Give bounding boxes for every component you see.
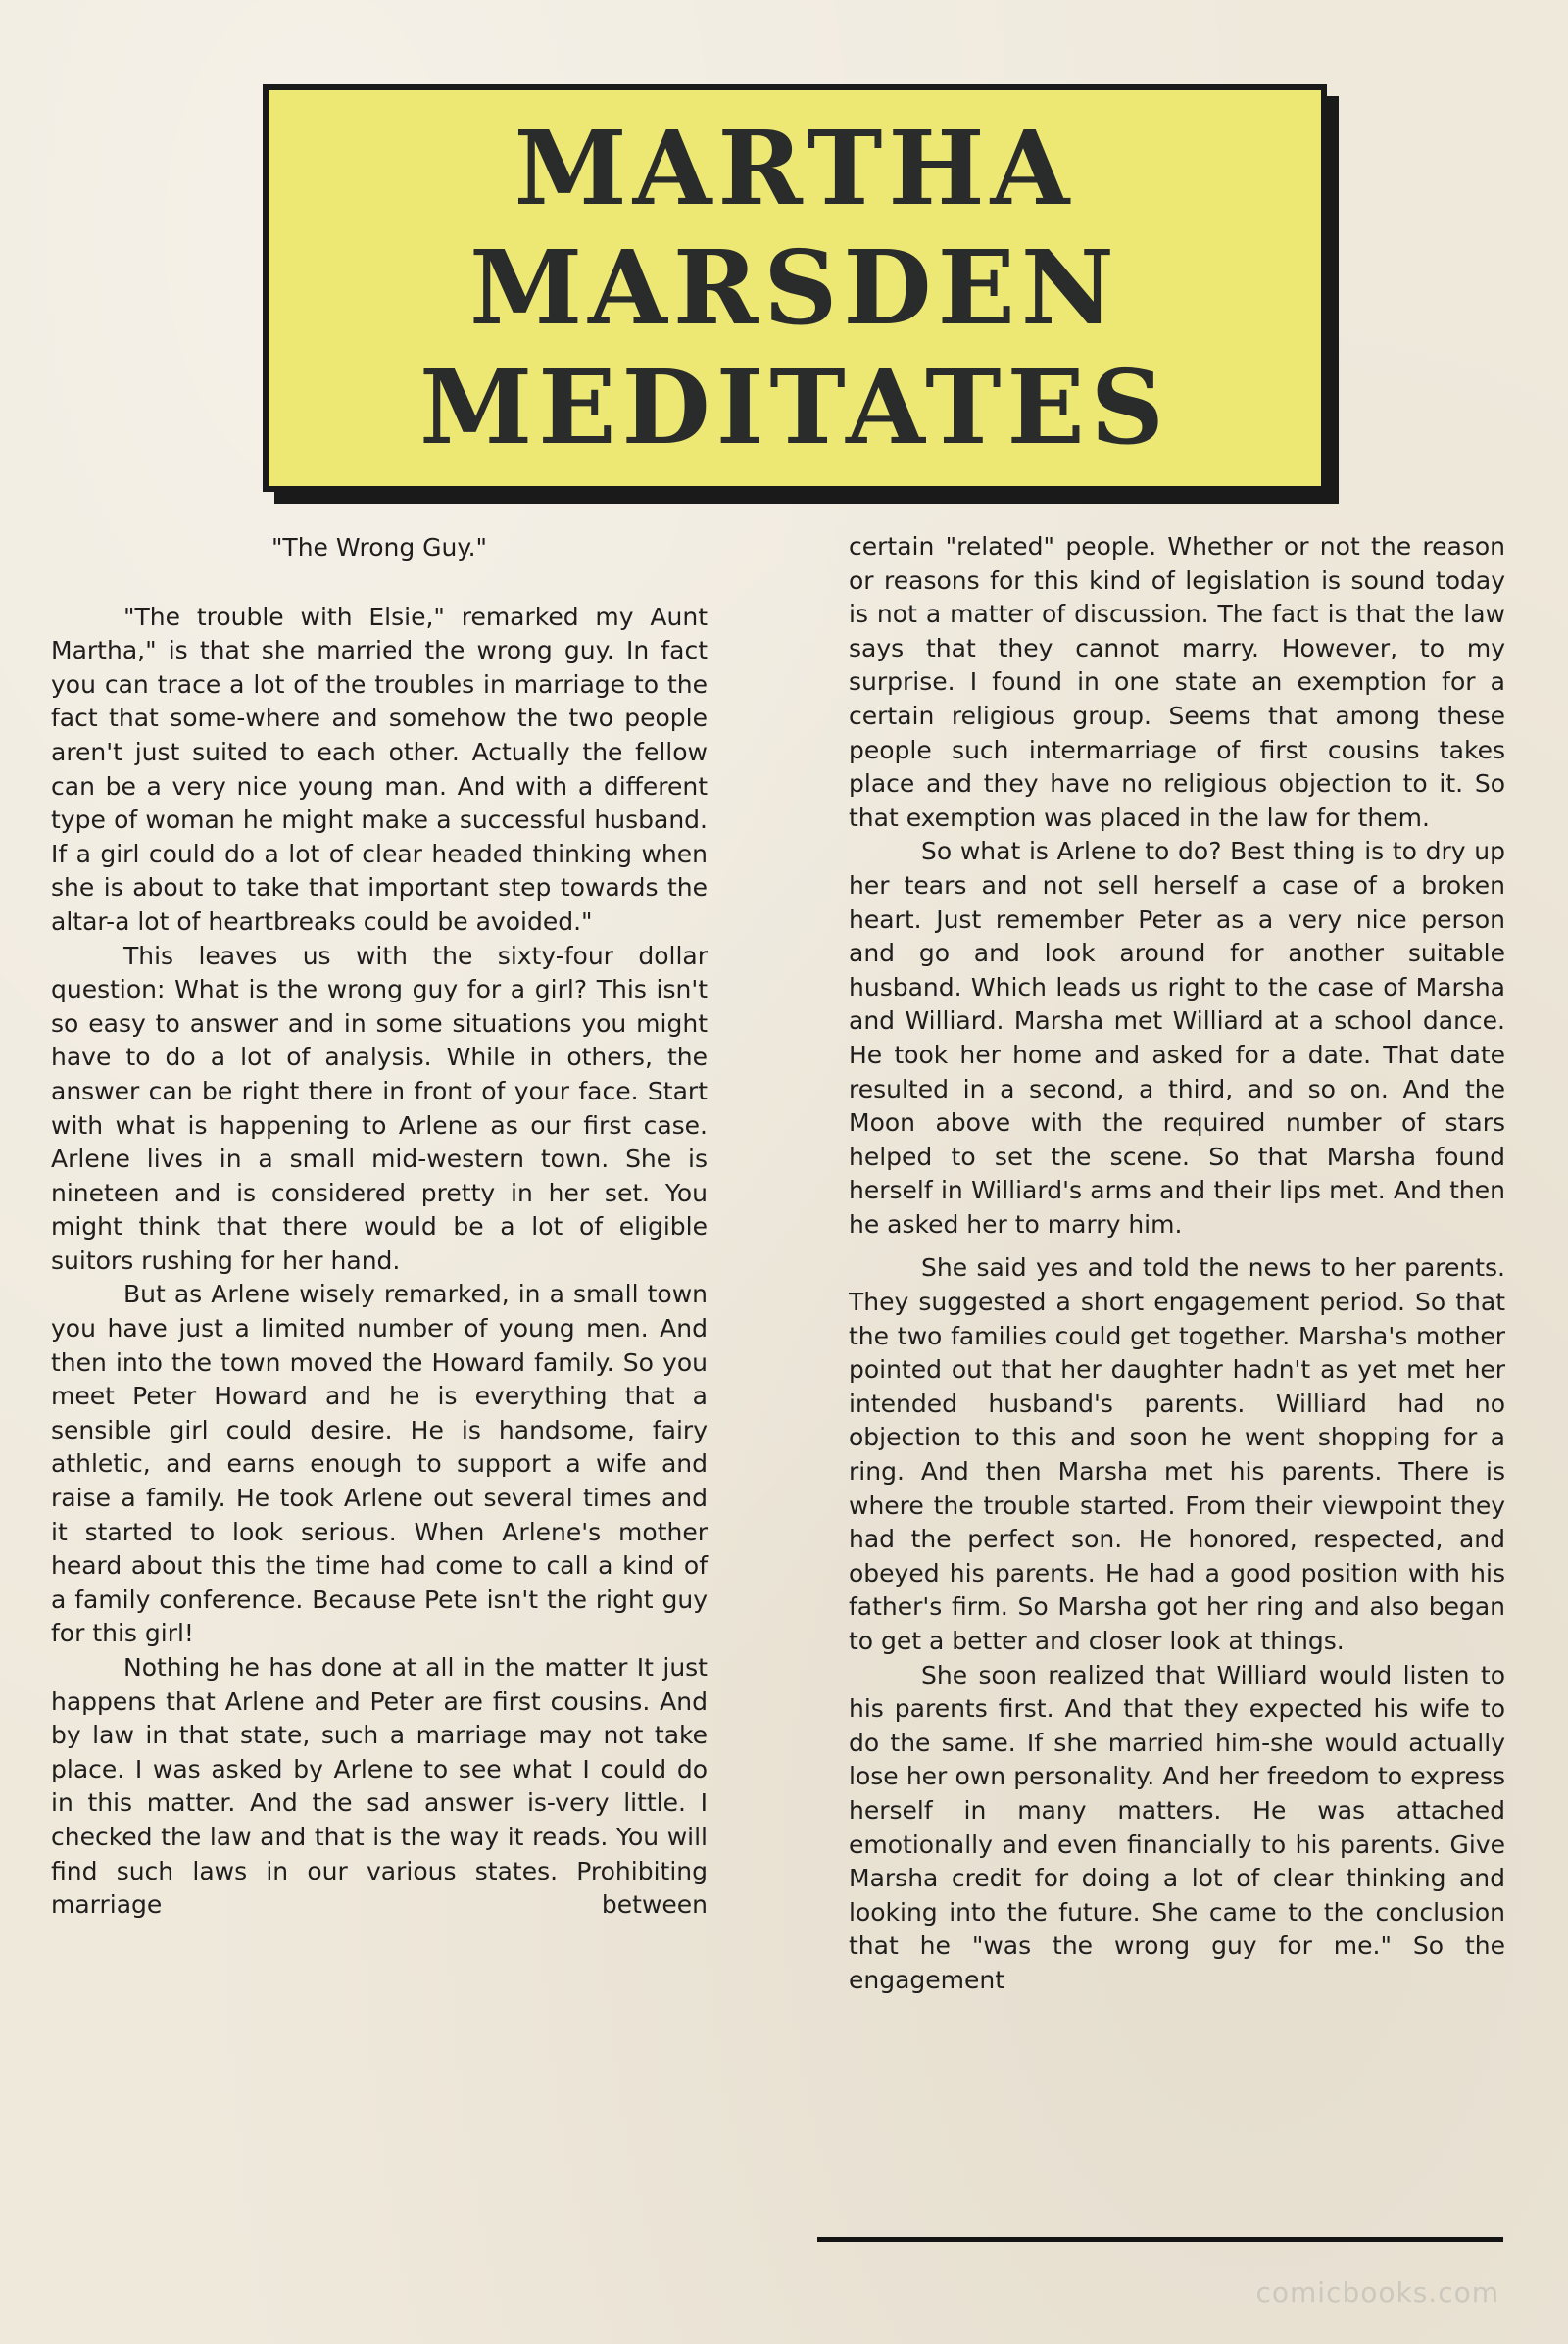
article-subtitle: "The Wrong Guy." [270, 533, 488, 562]
paragraph: Nothing he has done at all in the matter It just happens that Arlene and Peter are first cousins. And by law in that state, such a marriage may not take place. I was asked by Arlene to see what I could do in this matter. And the sad answer is-very little. I checked the law and that is the way it reads. You will find such laws in our various states. Prohibiting marriage between [51, 1653, 708, 1920]
paragraph: "The trouble with Elsie," remarked my Aunt Martha," is that she married the wrong guy. In fact you can trace a lot of the troubles in marriage to the fact that some-where and somehow the two people aren't just suited to each other. Actually the fellow can be a very nice young man. And with a different type of woman he might make a successful husband. If a girl could do a lot of clear headed thinking when she is about to take that important step towards the altar-a lot of heartbreaks could be avoided." [51, 602, 708, 936]
column-end-rule [817, 2237, 1503, 2242]
paragraph: So what is Arlene to do? Best thing is to dry up her tears and not sell herself a case of a broken heart. Just remember Peter as a very nice person and go and look around for another suitable husband. Which leads us right to the case of Marsha and Williard. Marsha met Williard at a school dance. He took her home and asked for a date. That date resulted in a second, a third, and so on. And the Moon above with the required number of stars helped to set the scene. So that Marsha found herself in Williard's arms and their lips met. And then he asked her to marry him. [849, 837, 1505, 1239]
paragraph: This leaves us with the sixty-four dollar question: What is the wrong guy for a girl? This isn't so easy to answer and in some situations you might have to do a lot of analysis. While in others, the answer can be right there in front of your face. Start with what is happening to Arlene as our first case. Arlene lives in a small mid-western town. She is nineteen and is considered pretty in her set. You might think that there would be a lot of eligible suitors rushing for her hand. [51, 941, 708, 1275]
paragraph: But as Arlene wisely remarked, in a small town you have just a limited number of young men. And then into the town moved the Howard family. So you meet Peter Howard and he is everything that a sensible girl could desire. He is handsome, fairy athletic, and earns enough to support a wife and raise a family. He took Arlene out several times and it started to look serious. When Arlene's mother heard about this the time had come to call a kind of a family conference. Because Pete isn't the right guy for this girl! [51, 1280, 708, 1648]
paragraph: certain "related" people. Whether or not the reason or reasons for this kind of legislation is sound today is not a matter of discussion. The fact is that the law says that they cannot marry. However, to my surprise. I found in one state an exemption for a certain religious group. Seems that among these people such intermarriage of first cousins takes place and they have no religious objection to it. So that exemption was placed in the law for them. [849, 532, 1505, 832]
article-left-column [51, 531, 708, 1923]
article-right-column [849, 530, 1505, 1998]
title-line-1: MARTHA [514, 108, 1076, 228]
watermark: comicbooks.com [1255, 2276, 1499, 2309]
paragraph: She soon realized that Williard would listen to his parents first. And that they expected his wife to do the same. If she married him-she would actually lose her own personality. And her freedom to express herself in many matters. He was attached emotionally and even financially to his parents. Give Marsha credit for doing a lot of clear thinking and looking into the future. She came to the conclusion that he "was the wrong guy for me." So the engagement [849, 1660, 1505, 1994]
paragraph: She said yes and told the news to her parents. They suggested a short engagement period. So that the two families could get together. Marsha's mother pointed out that her daughter hadn't as yet met her intended husband's parents. Williard had no objection to this and soon he went shopping for a ring. And then Marsha met his parents. There is where the trouble started. From their viewpoint they had the perfect son. He honored, respected, and obeyed his parents. He had a good position with his father's firm. So Marsha got her ring and also began to get a better and closer look at things. [849, 1253, 1505, 1655]
title-banner [263, 84, 1327, 492]
title-line-2: MARSDEN [469, 227, 1120, 348]
title-line-3: MEDITATES [419, 347, 1170, 467]
